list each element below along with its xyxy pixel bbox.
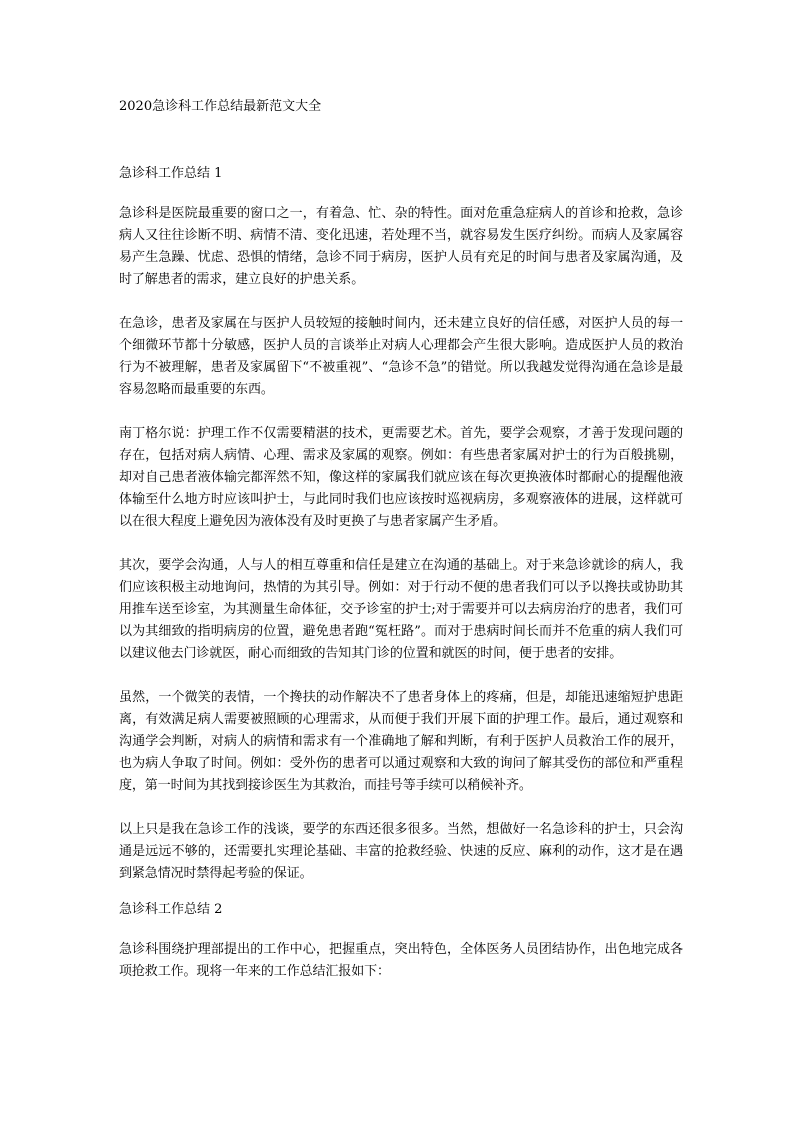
paragraph: 南丁格尔说：护理工作不仅需要精湛的技术，更需要艺术。首先，要学会观察，才善于发现问题的存在，包括对病人病情、心理、需求及家属的观察。例如：有些患者家属对护士的行为百般挑剔，却对自己患者液体输完都浑然不知，像这样的家属我们就应该在每次更换液体时都耐心的提醒他液体输至什么地方时应该叫护士，与此同时我们也应该按时巡视病房，多观察液体的进展，这样就可以在很大程度上避免因为液体没有及时更换了与患者家属产生矛盾。 (119, 426, 683, 529)
section-heading-1: 急诊科工作总结 1 (119, 166, 223, 181)
paragraph: 其次，要学会沟通，人与人的相互尊重和信任是建立在沟通的基础上。对于来急诊就诊的病人，我们应该积极主动地询问，热情的为其引导。例如：对于行动不便的患者我们可以予以搀扶或协助其用推车送至诊室，为其测量生命体征，交予诊室的护士;对于需要并可以去病房治疗的患者，我们可以为其细致的指明病房的位置，避免患者跑“冤枉路”。而对于患病时间长而并不危重的病人我们可以建议他去门诊就医，耐心而细致的告知其门诊的位置和就医的时间，便于患者的安排。 (119, 558, 683, 661)
paragraph: 以上只是我在急诊工作的浅谈，要学的东西还很多很多。当然，想做好一名急诊科的护士，只会沟通是远远不够的，还需要扎实理论基础、丰富的抢救经验、快速的反应、麻利的动作，这才是在遇到紧急情况时禁得起考验的保证。 (119, 822, 683, 881)
paragraph: 在急诊，患者及家属在与医护人员较短的接触时间内，还未建立良好的信任感，对医护人员的每一个细微环节都十分敏感，医护人员的言谈举止对病人心理都会产生很大影响。造成医护人员的救治行为不被理解，患者及家属留下“不被重视”、“急诊不急”的错觉。所以我越发觉得沟通在急诊是最容易忽略而最重要的东西。 (119, 316, 683, 397)
paragraph: 急诊科是医院最重要的窗口之一，有着急、忙、杂的特性。面对危重急症病人的首诊和抢救，急诊病人又往往诊断不明、病情不清、变化迅速，若处理不当，就容易发生医疗纠纷。而病人及家属容易产生急躁、忧虑、恐惧的情绪，急诊不同于病房，医护人员有充足的时间与患者及家属沟通，及时了解患者的需求，建立良好的护患关系。 (119, 206, 683, 287)
document-title: 2020急诊科工作总结最新范文大全 (119, 99, 322, 114)
section-heading-2: 急诊科工作总结 2 (119, 902, 223, 917)
paragraph: 急诊科围绕护理部提出的工作中心，把握重点，突出特色，全体医务人员团结协作，出色地完成各项抢救工作。现将一年来的工作总结汇报如下： (119, 942, 683, 979)
paragraph: 虽然，一个微笑的表情，一个搀扶的动作解决不了患者身体上的疼痛，但是，却能迅速缩短护患距离，有效满足病人需要被照顾的心理需求，从而便于我们开展下面的护理工作。最后，通过观察和沟通学会判断，对病人的病情和需求有一个准确地了解和判断，有利于医护人员救治工作的展开，也为病人争取了时间。例如：受外伤的患者可以通过观察和大致的询问了解其受伤的部位和严重程度，第一时间为其找到接诊医生为其救治，而挂号等手续可以稍候补齐。 (119, 690, 683, 793)
document-body (119, 96, 683, 1005)
